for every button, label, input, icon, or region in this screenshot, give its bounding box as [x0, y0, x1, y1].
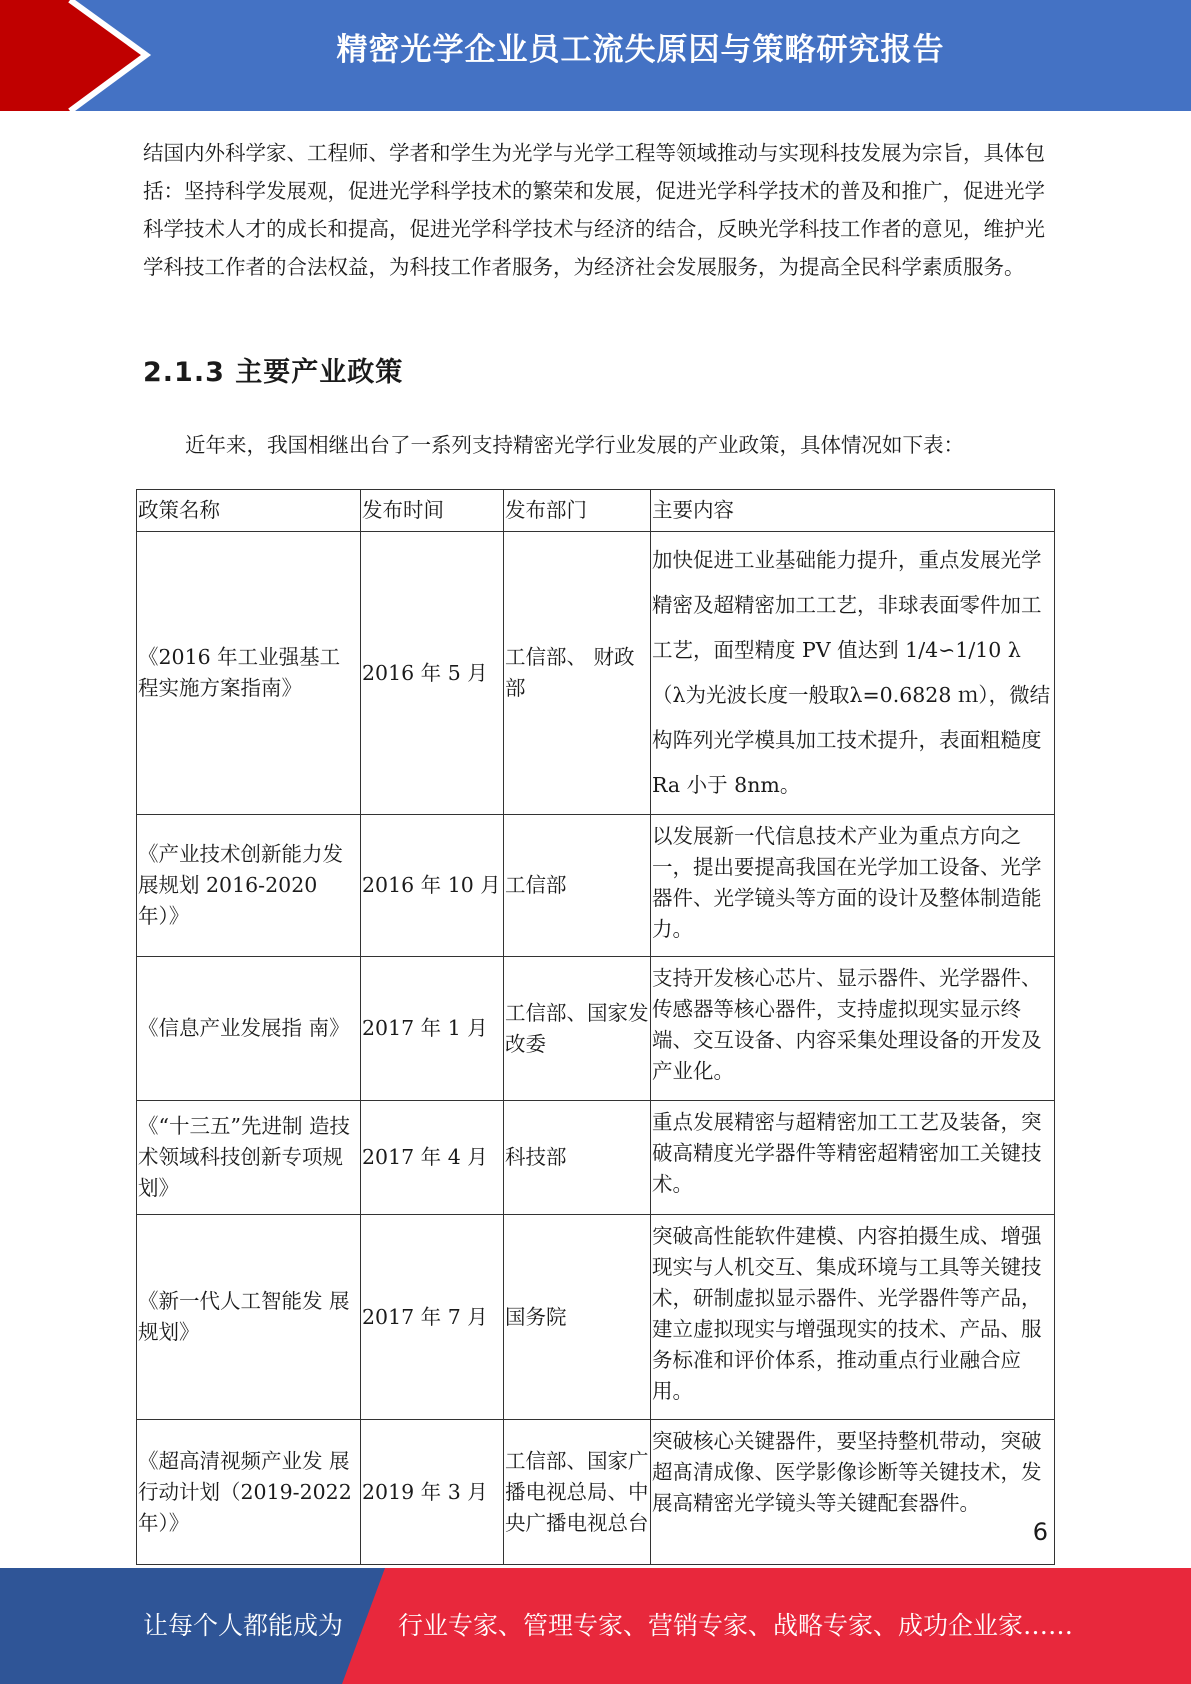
- department-cell: 工信部、 财政部: [504, 532, 651, 815]
- page-footer: [0, 1568, 1191, 1684]
- section-heading: 2.1.3 主要产业政策: [143, 357, 404, 388]
- table-row: [137, 1420, 1055, 1565]
- policy-name-cell: 《产业技术创新能力发展规划 2016-2020 年）》: [137, 815, 361, 957]
- header-release-date: 发布时间: [361, 490, 504, 532]
- department-cell: 国务院: [504, 1215, 651, 1420]
- table-row: [137, 1215, 1055, 1420]
- release-date-cell: 2016 年 10 月: [361, 815, 504, 957]
- department-cell: 工信部: [504, 815, 651, 957]
- content-cell: 以发展新一代信息技术产业为重点方向之一，提出要提高我国在光学加工设备、光学器件、光学镜头等方面的设计及整体制造能力。: [651, 815, 1055, 957]
- policy-name-cell: 《“十三五”先进制 造技术领域科技创新专项规划》: [137, 1101, 361, 1215]
- policy-name-cell: 《信息产业发展指 南》: [137, 957, 361, 1101]
- header-department: 发布部门: [504, 490, 651, 532]
- table-row: [137, 815, 1055, 957]
- policy-name-cell: 《新一代人工智能发 展规划》: [137, 1215, 361, 1420]
- table-row: [137, 1101, 1055, 1215]
- content-cell: 重点发展精密与超精密加工工艺及装备，突破高精度光学器件等精密超精密加工关键技术。: [651, 1101, 1055, 1215]
- table-row: [137, 957, 1055, 1101]
- content-cell: 突破核心关键器件，要坚持整机带动，突破超髙清成像、医学影像诊断等关键技术，发展高精密光学镜头等关键配套器件。: [651, 1420, 1055, 1565]
- department-cell: 工信部、国家广播电视总局、中央广播电视总台: [504, 1420, 651, 1565]
- table-header-row: [137, 490, 1055, 532]
- table-row: [137, 532, 1055, 815]
- header-main-content: 主要内容: [651, 490, 1055, 532]
- intro-paragraph: 结国内外科学家、工程师、学者和学生为光学与光学工程等领域推动与实现科技发展为宗旨，具体包括：坚持科学发展观，促进光学科学技术的繁荣和发展，促进光学科学技术的普及和推广，促进光学科学技术人才的成长和提高，促进光学科学技术与经济的结合，反映光学科技工作者的意见，维护光学科技工作者的合法权益，为科技工作者服务，为经济社会发展服务，为提高全民科学素质服务。: [143, 141, 1045, 279]
- content-cell: 突破高性能软件建模、内容拍摄生成、增强现实与人机交互、集成环境与工具等关键技术，研制虚拟显示器件、光学器件等产品，建立虚拟现实与增强现实的技术、产品、服务标准和评价体系，推动重点行业融合应用。: [651, 1215, 1055, 1420]
- content-cell: 加快促进工业基础能力提升，重点发展光学精密及超精密加工工艺，非球表面零件加工工艺，面型精度 PV 值达到 1/4∽1/10 λ（λ为光波长度一般取λ=0.6828 ｍ），微结构阵列光学模具加工技术提升，表面粗糙度 Ra 小于 8nm。: [651, 532, 1055, 815]
- department-cell: 工信部、国家发改委: [504, 957, 651, 1101]
- page-header: [0, 0, 1191, 111]
- page-number: 6: [1032, 1518, 1048, 1546]
- footer-slogan-right: 行业专家、管理专家、营销专家、战略专家、成功企业家……: [398, 1611, 1074, 1640]
- content-cell: 支持开发核心芯片、显示器件、光学器件、传感器等核心器件，支持虚拟现实显示终端、交互设备、内容采集处理设备的开发及产业化。: [651, 957, 1055, 1101]
- policy-name-cell: 《超高清视频产业发 展行动计划（2019-2022 年）》: [137, 1420, 361, 1565]
- policy-table: [136, 489, 1055, 1565]
- release-date-cell: 2016 年 5 月: [361, 532, 504, 815]
- release-date-cell: 2017 年 4 月: [361, 1101, 504, 1215]
- footer-slogan-left: 让每个人都能成为: [143, 1611, 344, 1640]
- release-date-cell: 2019 年 3 月: [361, 1420, 504, 1565]
- policy-name-cell: 《2016 年工业强基工程实施方案指南》: [137, 532, 361, 815]
- department-cell: 科技部: [504, 1101, 651, 1215]
- header-policy-name: 政策名称: [137, 490, 361, 532]
- release-date-cell: 2017 年 1 月: [361, 957, 504, 1101]
- release-date-cell: 2017 年 7 月: [361, 1215, 504, 1420]
- section-lead: 近年来，我国相继出台了一系列支持精密光学行业发展的产业政策，具体情况如下表：: [185, 433, 964, 457]
- report-title: 精密光学企业员工流失原因与策略研究报告: [336, 32, 945, 68]
